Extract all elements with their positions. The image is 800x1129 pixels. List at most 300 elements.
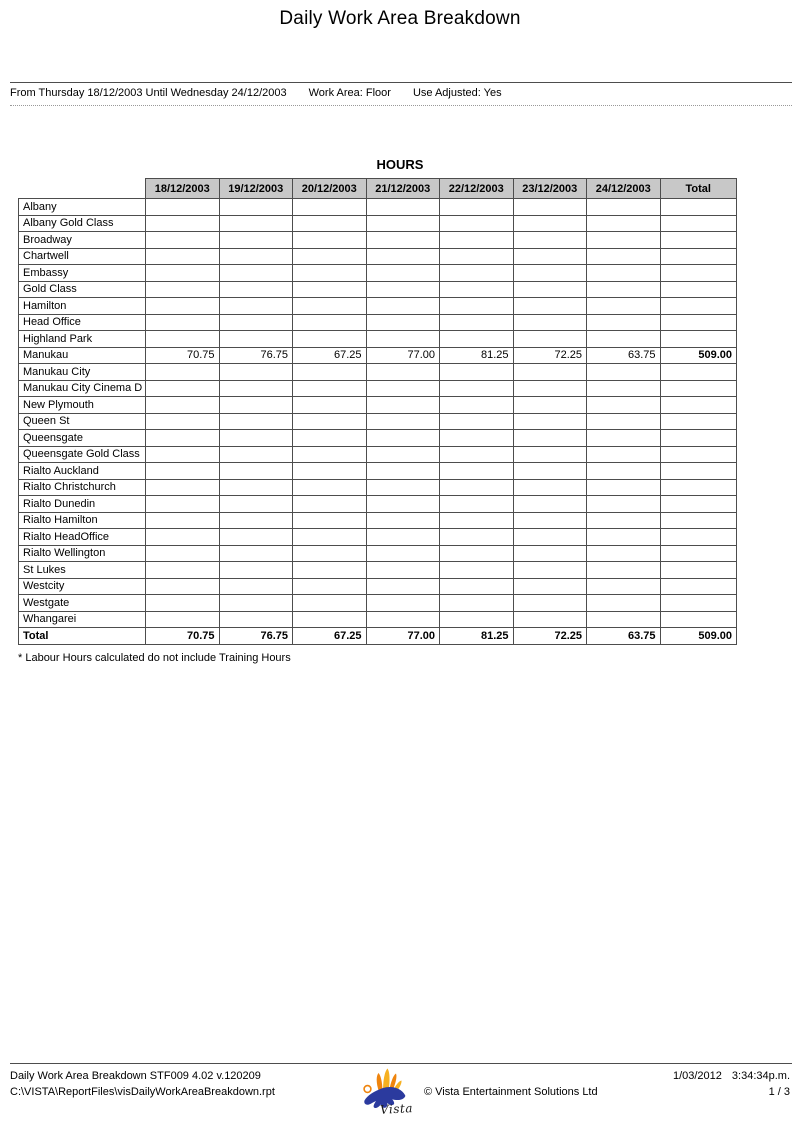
hours-cell <box>293 611 367 628</box>
hours-cell <box>660 380 737 397</box>
hours-cell <box>660 314 737 331</box>
hours-cell <box>293 413 367 430</box>
column-header: 21/12/2003 <box>366 179 440 199</box>
hours-cell <box>513 331 587 348</box>
hours-cell <box>219 479 293 496</box>
hours-cell: 81.25 <box>440 628 514 645</box>
hours-cell <box>146 248 220 265</box>
column-header: 23/12/2003 <box>513 179 587 199</box>
hours-cell <box>146 479 220 496</box>
hours-cell <box>660 298 737 315</box>
hours-cell <box>440 529 514 546</box>
hours-cell: 77.00 <box>366 628 440 645</box>
hours-cell: 77.00 <box>366 347 440 364</box>
hours-cell <box>587 397 661 414</box>
hours-cell <box>219 545 293 562</box>
row-label: Broadway <box>19 232 146 249</box>
hours-cell <box>366 562 440 579</box>
hours-cell <box>513 578 587 595</box>
hours-cell <box>366 463 440 480</box>
page-number: 1 / 3 <box>768 1086 790 1098</box>
hours-cell <box>366 595 440 612</box>
hours-cell <box>513 364 587 381</box>
row-label: Whangarei <box>19 611 146 628</box>
hours-cell <box>366 281 440 298</box>
hours-cell <box>219 529 293 546</box>
footer-left-block <box>10 1068 275 1100</box>
hours-cell <box>293 430 367 447</box>
hours-cell <box>219 380 293 397</box>
hours-cell <box>513 298 587 315</box>
hours-cell <box>146 611 220 628</box>
row-label: Chartwell <box>19 248 146 265</box>
hours-cell <box>366 512 440 529</box>
column-header: Total <box>660 179 737 199</box>
hours-cell <box>660 512 737 529</box>
hours-cell: 70.75 <box>146 347 220 364</box>
hours-cell: 67.25 <box>293 347 367 364</box>
hours-cell <box>587 446 661 463</box>
hours-cell <box>660 232 737 249</box>
hours-cell <box>660 562 737 579</box>
hours-cell <box>513 199 587 216</box>
hours-cell: 63.75 <box>587 628 661 645</box>
hours-cell <box>513 479 587 496</box>
hours-cell <box>366 479 440 496</box>
table-row <box>19 232 737 249</box>
header-corner-cell <box>19 179 146 199</box>
table-row <box>19 298 737 315</box>
hours-cell <box>219 265 293 282</box>
row-label: Albany Gold Class <box>19 215 146 232</box>
hours-cell <box>366 199 440 216</box>
hours-cell: 76.75 <box>219 347 293 364</box>
hours-cell <box>219 446 293 463</box>
hours-cell <box>293 463 367 480</box>
hours-cell <box>219 331 293 348</box>
footer-right-block <box>673 1068 790 1100</box>
hours-cell <box>219 248 293 265</box>
table-row <box>19 496 737 513</box>
table-row <box>19 347 737 364</box>
hours-cell <box>440 463 514 480</box>
hours-cell <box>587 199 661 216</box>
hours-cell <box>440 611 514 628</box>
table-row <box>19 562 737 579</box>
table-row <box>19 314 737 331</box>
hours-cell <box>366 298 440 315</box>
hours-cell <box>366 364 440 381</box>
hours-cell: 63.75 <box>587 347 661 364</box>
hours-cell <box>587 265 661 282</box>
table-row <box>19 430 737 447</box>
hours-cell <box>660 397 737 414</box>
report-id-text: Daily Work Area Breakdown STF009 4.02 v.120209 <box>10 1070 261 1082</box>
hours-cell <box>293 331 367 348</box>
hours-cell <box>513 281 587 298</box>
hours-cell: 70.75 <box>146 628 220 645</box>
hours-cell <box>587 281 661 298</box>
hours-cell <box>660 595 737 612</box>
table-row <box>19 545 737 562</box>
hours-cell <box>587 611 661 628</box>
table-row <box>19 331 737 348</box>
hours-cell <box>513 397 587 414</box>
hours-cell <box>513 215 587 232</box>
copyright-text: © Vista Entertainment Solutions Ltd <box>424 1086 598 1098</box>
hours-cell <box>587 463 661 480</box>
hours-cell <box>587 529 661 546</box>
hours-cell <box>660 430 737 447</box>
row-label: Westcity <box>19 578 146 595</box>
hours-cell <box>293 397 367 414</box>
table-row <box>19 529 737 546</box>
hours-cell <box>146 364 220 381</box>
hours-cell <box>587 595 661 612</box>
table-row <box>19 413 737 430</box>
hours-cell <box>146 314 220 331</box>
hours-cell <box>219 595 293 612</box>
hours-cell <box>293 298 367 315</box>
hours-cell <box>293 314 367 331</box>
use-adjusted-text: Use Adjusted: Yes <box>412 87 502 99</box>
hours-cell <box>219 611 293 628</box>
hours-cell <box>513 232 587 249</box>
hours-cell <box>660 281 737 298</box>
hours-cell <box>293 215 367 232</box>
hours-cell <box>146 496 220 513</box>
hours-cell <box>366 413 440 430</box>
hours-cell <box>366 265 440 282</box>
hours-cell <box>440 446 514 463</box>
hours-cell <box>440 215 514 232</box>
hours-cell <box>440 265 514 282</box>
hours-cell <box>146 215 220 232</box>
hours-cell <box>146 265 220 282</box>
hours-cell <box>660 199 737 216</box>
hours-cell <box>660 364 737 381</box>
hours-cell <box>587 232 661 249</box>
hours-table-body <box>19 199 737 645</box>
hours-cell <box>366 611 440 628</box>
hours-cell <box>440 248 514 265</box>
hours-cell <box>146 380 220 397</box>
hours-cell: 76.75 <box>219 628 293 645</box>
hours-cell <box>219 413 293 430</box>
hours-cell <box>513 430 587 447</box>
hours-cell <box>440 331 514 348</box>
hours-cell <box>587 496 661 513</box>
hours-cell <box>293 545 367 562</box>
hours-cell <box>219 364 293 381</box>
hours-cell <box>293 529 367 546</box>
hours-cell <box>587 380 661 397</box>
table-row <box>19 595 737 612</box>
hours-cell <box>440 380 514 397</box>
hours-cell <box>219 512 293 529</box>
hours-cell <box>440 496 514 513</box>
table-row <box>19 512 737 529</box>
hours-cell <box>293 479 367 496</box>
hours-cell <box>513 496 587 513</box>
row-label: Queensgate Gold Class <box>19 446 146 463</box>
hours-cell <box>660 265 737 282</box>
hours-cell <box>513 529 587 546</box>
hours-table-header-row <box>19 179 737 199</box>
hours-cell <box>219 463 293 480</box>
hours-cell <box>366 215 440 232</box>
row-label: St Lukes <box>19 562 146 579</box>
hours-cell <box>366 232 440 249</box>
row-label: Rialto HeadOffice <box>19 529 146 546</box>
row-label: Highland Park <box>19 331 146 348</box>
table-row <box>19 199 737 216</box>
table-row <box>19 380 737 397</box>
report-path-text: C:\VISTA\ReportFiles\visDailyWorkAreaBreakdown.rpt <box>10 1086 275 1098</box>
hours-cell <box>587 512 661 529</box>
hours-cell <box>146 199 220 216</box>
hours-cell <box>587 413 661 430</box>
hours-cell <box>219 578 293 595</box>
row-label: Manukau City <box>19 364 146 381</box>
hours-cell <box>440 430 514 447</box>
hours-cell <box>146 331 220 348</box>
row-label: Westgate <box>19 595 146 612</box>
hours-cell <box>440 562 514 579</box>
column-header: 20/12/2003 <box>293 179 367 199</box>
table-row <box>19 463 737 480</box>
hours-cell <box>146 595 220 612</box>
row-label: Rialto Wellington <box>19 545 146 562</box>
hours-cell <box>513 248 587 265</box>
hours-cell <box>219 496 293 513</box>
vista-logo-text: Vista <box>379 1101 414 1117</box>
hours-cell <box>146 232 220 249</box>
hours-cell <box>660 611 737 628</box>
hours-cell <box>293 446 367 463</box>
row-label: Embassy <box>19 265 146 282</box>
table-row <box>19 611 737 628</box>
hours-cell <box>513 265 587 282</box>
hours-cell <box>219 314 293 331</box>
hours-cell <box>293 232 367 249</box>
hours-cell <box>440 413 514 430</box>
hours-cell <box>660 479 737 496</box>
hours-cell <box>660 248 737 265</box>
hours-cell <box>513 562 587 579</box>
hours-cell: 509.00 <box>660 628 737 645</box>
table-row <box>19 281 737 298</box>
page-title: Daily Work Area Breakdown <box>279 8 521 29</box>
table-row <box>19 479 737 496</box>
hours-cell <box>219 298 293 315</box>
hours-cell <box>440 281 514 298</box>
hours-cell <box>366 248 440 265</box>
hours-cell <box>366 380 440 397</box>
hours-cell <box>293 364 367 381</box>
hours-cell <box>660 529 737 546</box>
hours-cell <box>293 199 367 216</box>
row-label: New Plymouth <box>19 397 146 414</box>
table-row <box>19 364 737 381</box>
hours-cell <box>587 479 661 496</box>
hours-cell <box>513 446 587 463</box>
hours-cell <box>293 281 367 298</box>
hours-cell <box>146 545 220 562</box>
footer-time: 3:34:34p.m. <box>731 1070 790 1082</box>
hours-cell <box>587 248 661 265</box>
hours-cell <box>219 562 293 579</box>
hours-cell: 81.25 <box>440 347 514 364</box>
hours-cell <box>146 413 220 430</box>
hours-cell <box>440 397 514 414</box>
hours-cell <box>146 578 220 595</box>
hours-cell <box>660 446 737 463</box>
hours-cell <box>587 331 661 348</box>
hours-cell <box>513 512 587 529</box>
hours-cell <box>146 562 220 579</box>
hours-cell <box>146 512 220 529</box>
hours-cell <box>146 397 220 414</box>
row-label: Rialto Hamilton <box>19 512 146 529</box>
hours-cell <box>293 496 367 513</box>
hours-cell <box>513 595 587 612</box>
hours-cell <box>219 430 293 447</box>
hours-cell <box>587 364 661 381</box>
hours-cell <box>513 413 587 430</box>
hours-cell <box>440 479 514 496</box>
hours-cell <box>660 413 737 430</box>
footer-date: 1/03/2012 <box>672 1070 722 1082</box>
hours-cell <box>513 611 587 628</box>
column-header: 18/12/2003 <box>146 179 220 199</box>
hours-cell <box>146 463 220 480</box>
hours-cell <box>366 430 440 447</box>
row-label: Rialto Christchurch <box>19 479 146 496</box>
hours-cell <box>440 314 514 331</box>
hours-table <box>18 178 737 645</box>
hours-cell <box>587 298 661 315</box>
hours-cell <box>146 281 220 298</box>
hours-cell <box>587 215 661 232</box>
column-header: 19/12/2003 <box>219 179 293 199</box>
hours-cell <box>660 496 737 513</box>
footer-datetime <box>673 1068 790 1084</box>
table-heading: HOURS <box>376 157 424 172</box>
table-row <box>19 265 737 282</box>
hours-cell: 509.00 <box>660 347 737 364</box>
hours-cell <box>660 545 737 562</box>
hours-cell <box>513 545 587 562</box>
hours-cell <box>219 397 293 414</box>
hours-cell <box>293 578 367 595</box>
hours-cell <box>660 215 737 232</box>
hours-cell <box>219 199 293 216</box>
table-row <box>19 578 737 595</box>
hours-cell <box>366 397 440 414</box>
hours-cell <box>366 578 440 595</box>
table-row <box>19 215 737 232</box>
row-label: Hamilton <box>19 298 146 315</box>
hours-cell <box>660 578 737 595</box>
row-label: Manukau <box>19 347 146 364</box>
row-label: Albany <box>19 199 146 216</box>
hours-cell: 72.25 <box>513 628 587 645</box>
hours-cell <box>219 281 293 298</box>
hours-cell <box>660 331 737 348</box>
hours-cell <box>513 314 587 331</box>
row-label: Rialto Dunedin <box>19 496 146 513</box>
hours-cell <box>146 430 220 447</box>
hours-cell <box>293 595 367 612</box>
hours-cell <box>146 446 220 463</box>
vista-logo <box>358 1066 416 1126</box>
hours-cell <box>146 298 220 315</box>
hours-cell <box>366 496 440 513</box>
work-area-text: Work Area: Floor <box>308 87 391 99</box>
table-row <box>19 446 737 463</box>
row-label: Queen St <box>19 413 146 430</box>
hours-cell <box>440 595 514 612</box>
hours-cell <box>660 463 737 480</box>
hours-cell <box>293 265 367 282</box>
hours-cell <box>293 248 367 265</box>
hours-cell <box>146 529 220 546</box>
hours-cell <box>513 380 587 397</box>
table-row <box>19 248 737 265</box>
hours-cell <box>366 529 440 546</box>
hours-cell <box>293 562 367 579</box>
hours-cell <box>440 199 514 216</box>
hours-cell <box>366 314 440 331</box>
hours-cell <box>587 314 661 331</box>
report-filter-bar <box>10 82 792 106</box>
hours-cell <box>440 364 514 381</box>
hours-cell <box>587 562 661 579</box>
hours-cell <box>440 232 514 249</box>
hours-cell <box>587 545 661 562</box>
hours-cell <box>440 298 514 315</box>
footnote-text: * Labour Hours calculated do not include Training Hours <box>18 652 291 664</box>
hours-cell: 67.25 <box>293 628 367 645</box>
hours-cell <box>293 512 367 529</box>
hours-cell <box>293 380 367 397</box>
hours-cell <box>440 578 514 595</box>
total-row <box>19 628 737 645</box>
hours-cell <box>440 545 514 562</box>
row-label: Head Office <box>19 314 146 331</box>
row-label: Rialto Auckland <box>19 463 146 480</box>
table-row <box>19 397 737 414</box>
hours-cell <box>366 331 440 348</box>
row-label: Total <box>19 628 146 645</box>
hours-cell <box>440 512 514 529</box>
column-header: 24/12/2003 <box>587 179 661 199</box>
hours-cell <box>219 215 293 232</box>
hours-cell: 72.25 <box>513 347 587 364</box>
hours-cell <box>587 578 661 595</box>
footer-divider <box>10 1063 792 1064</box>
hours-cell <box>587 430 661 447</box>
hours-cell <box>366 446 440 463</box>
row-label: Manukau City Cinema D <box>19 380 146 397</box>
row-label: Gold Class <box>19 281 146 298</box>
hours-cell <box>366 545 440 562</box>
hours-cell <box>513 463 587 480</box>
column-header: 22/12/2003 <box>440 179 514 199</box>
row-label: Queensgate <box>19 430 146 447</box>
hours-cell <box>219 232 293 249</box>
